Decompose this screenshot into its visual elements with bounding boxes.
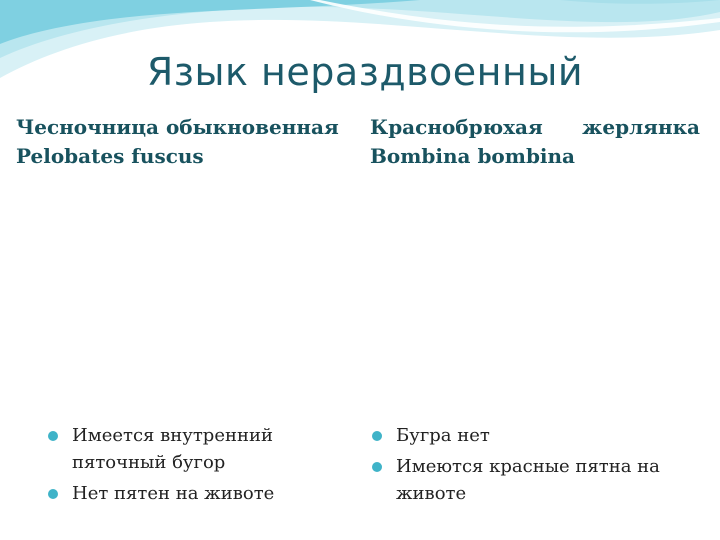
right-bullet-text: Имеются красные пятна на животе (396, 456, 660, 504)
bullet-dot-icon (48, 489, 58, 499)
left-bullet-item (48, 422, 308, 476)
slide-title: Язык нераздвоенный (146, 50, 584, 94)
right-column-heading (370, 113, 700, 171)
right-bullet-item (372, 453, 682, 507)
bullet-dot-icon (48, 431, 58, 441)
left-bullet-text: Имеется внутренний пяточный бугор (72, 425, 273, 473)
left-bullet-text: Нет пятен на животе (72, 483, 275, 504)
left-column-heading (16, 113, 356, 171)
right-bullet-text: Бугра нет (396, 425, 490, 446)
left-heading-species-name: Чесночница обыкновенная (16, 115, 339, 139)
right-heading-latin-name: Bombina bombina (370, 144, 576, 168)
left-bullet-list (48, 422, 308, 511)
right-heading-word-1: Краснобрюхая (370, 115, 543, 139)
right-heading-word-2: жерлянка (582, 115, 700, 139)
left-bullet-item (48, 480, 308, 507)
bullet-dot-icon (372, 462, 382, 472)
bullet-dot-icon (372, 431, 382, 441)
right-bullet-list (372, 422, 682, 511)
left-heading-latin-name: Pelobates fuscus (16, 144, 204, 168)
right-heading-species-name (370, 113, 700, 142)
right-bullet-item (372, 422, 682, 449)
